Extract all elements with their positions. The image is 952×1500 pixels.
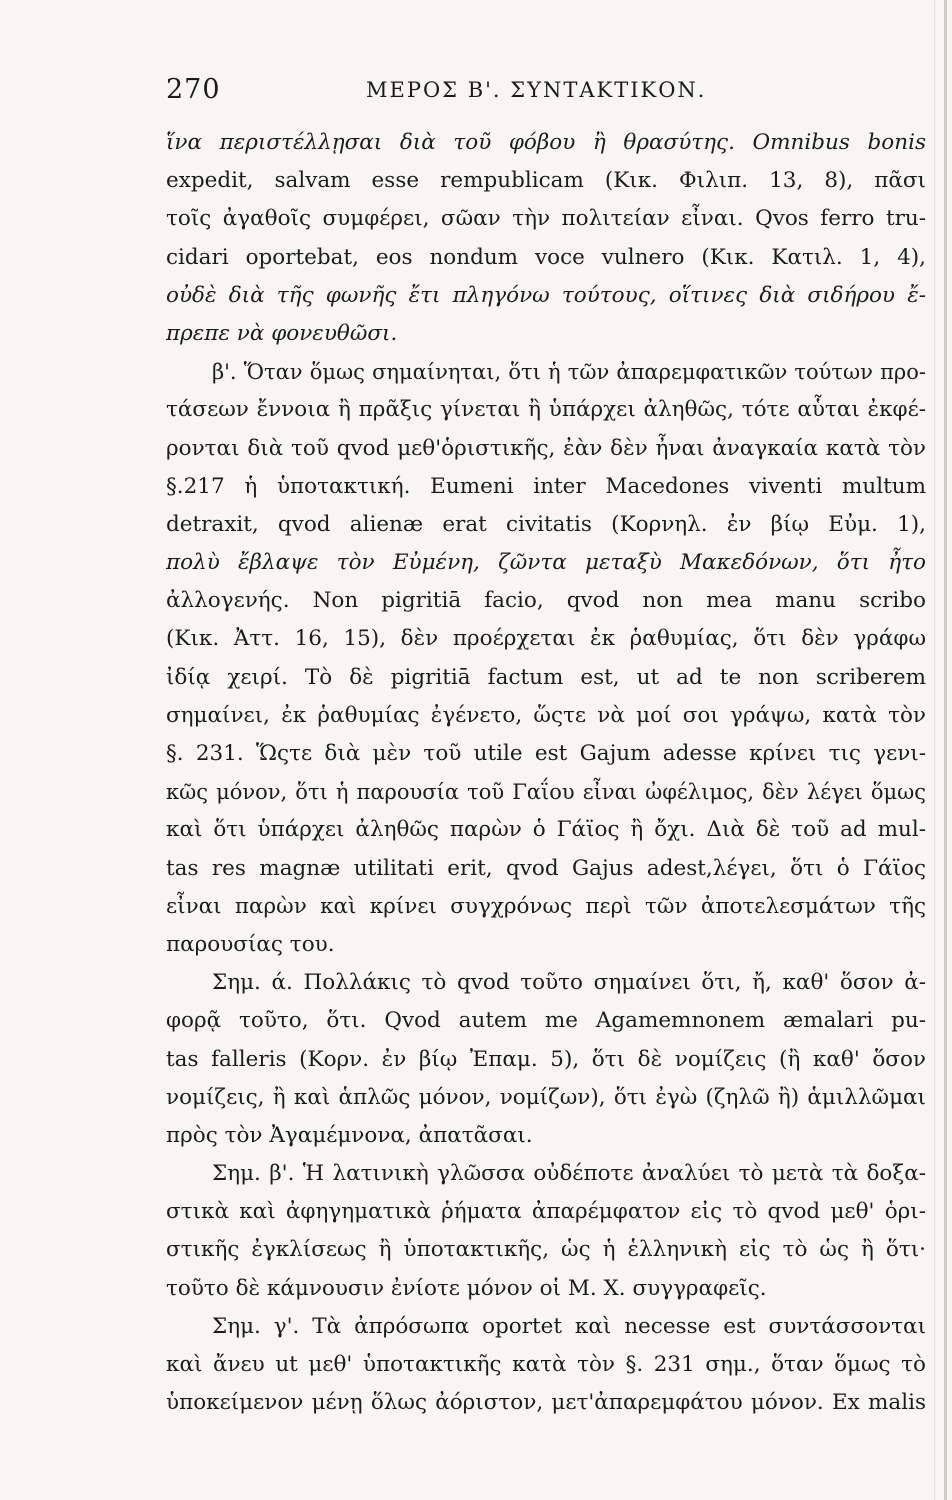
running-head: ΜΕΡΟΣ Β'. ΣΥΝΤΑΚΤΙΚΟΝ. [366, 78, 707, 102]
text-line: πρεπε νὰ φονευθῶσι. [166, 320, 398, 346]
text-line: σημαίνει, ἐκ ῥαθυμίας ἐγένετο, ὥςτε νὰ μοί σοι γράψω, κατὰ τὸν [166, 702, 926, 728]
text-line: τοῦτο δὲ κάμνουσιν ἐνίοτε μόνον οἱ Μ. Χ. συγγραφεῖς. [166, 1275, 767, 1301]
text-line: εἶναι παρὼν καὶ κρίνει συγχρόνως περὶ τῶν ἀποτελεσμάτων τῆς [166, 893, 926, 919]
text-line: tas res magnæ utilitati erit, qvod Gajus adest,λέγει, ὅτι ὁ Γάϊος [166, 855, 926, 881]
text-line: στικὰ καὶ ἀφηγηματικὰ ῥήματα ἀπαρέμφατον εἰς τὸ qvod μεθ' ὁρι- [166, 1199, 926, 1225]
text-line: πολὺ ἔβλαψε τὸν Εὐμένη, ζῶντα μεταξὺ Μακεδόνων, ὅτι ἦτο [166, 550, 926, 576]
text-line: νομίζεις, ἢ καὶ ἁπλῶς μόνον, νομίζων), ὅτι ἐγὼ (ζηλῶ ἢ) ἁμιλλῶμαι [166, 1084, 926, 1110]
text-line: Σημ. β'. Ἡ λατινικὴ γλῶσσα οὐδέποτε ἀναλύει τὸ μετὰ τὰ δοξα- [212, 1161, 926, 1187]
text-line: τάσεων ἔννοια ἢ πρᾶξις γίνεται ἢ ὑπάρχει ἀληθῶς, τότε αὗται ἐκφέ- [166, 397, 926, 423]
text-line: detraxit, qvod alienæ erat civitatis (Κορνηλ. ἐν βίῳ Εὐμ. 1), [166, 511, 926, 537]
text-line: tas falleris (Κορν. ἐν βίῳ Ἐπαμ. 5), ὅτι δὲ νομίζεις (ἢ καθ' ὅσον [166, 1046, 926, 1072]
text-line: στικῆς ἐγκλίσεως ἢ ὑποτακτικῆς, ὡς ἡ ἑλληνικὴ εἰς τὸ ὡς ἢ ὅτι· [166, 1237, 926, 1263]
text-line: οὐδὲ διὰ τῆς φωνῆς ἔτι πληγόνω τούτους, οἵτινες διὰ σιδήρου ἔ- [166, 282, 926, 308]
text-line: κῶς μόνον, ὅτι ἡ παρουσία τοῦ Γαΐου εἶναι ὠφέλιμος, δὲν λέγει ὅμως [166, 780, 926, 805]
text-line: ὑποκείμενον μένῃ ὅλως ἀόριστον, μετ'ἀπαρεμφάτου μόνον. Ex malis [166, 1390, 926, 1416]
text-line: Σημ. γ'. Τὰ ἀπρόσωπα oportet καὶ necesse est συντάσσονται [212, 1313, 926, 1339]
text-line: φορᾷ τοῦτο, ὅτι. Qvod autem me Agamemnonem æmalari pu- [166, 1008, 926, 1034]
text-line: Σημ. ά. Πολλάκις τὸ qvod τοῦτο σημαίνει ὅτι, ἤ, καθ' ὅσον ἀ- [212, 970, 926, 996]
text-line: §. 231. Ὥςτε διὰ μὲν τοῦ utile est Gajum adesse κρίνει τις γενι- [166, 741, 926, 766]
page-number: 270 [166, 74, 221, 105]
text-line: ἀλλογενής. Non pigritiā facio, qvod non mea manu scribo [166, 588, 926, 614]
page-header [166, 74, 936, 114]
text-line: (Κικ. Ἀττ. 16, 15), δὲν προέρχεται ἐκ ῥαθυμίας, ὅτι δὲν γράφω [166, 626, 926, 652]
page-body [166, 124, 926, 1422]
text-line: ρονται διὰ τοῦ qvod μεθ'ὁριστικῆς, ἐὰν δὲν ἦναι ἀναγκαία κατὰ τὸν [166, 435, 926, 461]
text-line: τοῖς ἀγαθοῖς συμφέρει, σῶαν τὴν πολιτείαν εἶναι. Qvos ferro tru- [166, 206, 926, 232]
text-line: καὶ ὅτι ὑπάρχει ἀληθῶς παρὼν ὁ Γάϊος ἢ ὄχι. Διὰ δὲ τοῦ ad mul- [166, 817, 926, 843]
page-edge-shadow [934, 0, 935, 1500]
text-line: καὶ ἄνευ ut μεθ' ὑποτακτικῆς κατὰ τὸν §. 231 σημ., ὅταν ὅμως τὸ [166, 1352, 926, 1377]
text-line: ἰδίᾳ χειρί. Τὸ δὲ pigritiā factum est, ut ad te non scriberem [166, 664, 926, 690]
text-line: ἵνα περιστέλλῃσαι διὰ τοῦ φόβου ἢ θρασύτης. Omnibus bonis [166, 130, 926, 155]
text-line: παρουσίας του. [166, 931, 335, 957]
page-edge [944, 0, 947, 1500]
text-line: πρὸς τὸν Ἀγαμέμνονα, ἀπατᾶσαι. [166, 1122, 533, 1148]
text-line: β'. Ὅταν ὅμως σημαίνηται, ὅτι ἡ τῶν ἀπαρεμφατικῶν τούτων προ- [212, 360, 926, 385]
text-line: §.217 ἡ ὑποτακτική. Eumeni inter Macedones viventi multum [166, 473, 926, 499]
text-line: cidari oportebat, eos nondum voce vulnero (Κικ. Κατιλ. 1, 4), [166, 244, 926, 270]
text-line: expedit, salvam esse rempublicam (Κικ. Φιλιπ. 13, 8), πᾶσι [166, 168, 926, 194]
